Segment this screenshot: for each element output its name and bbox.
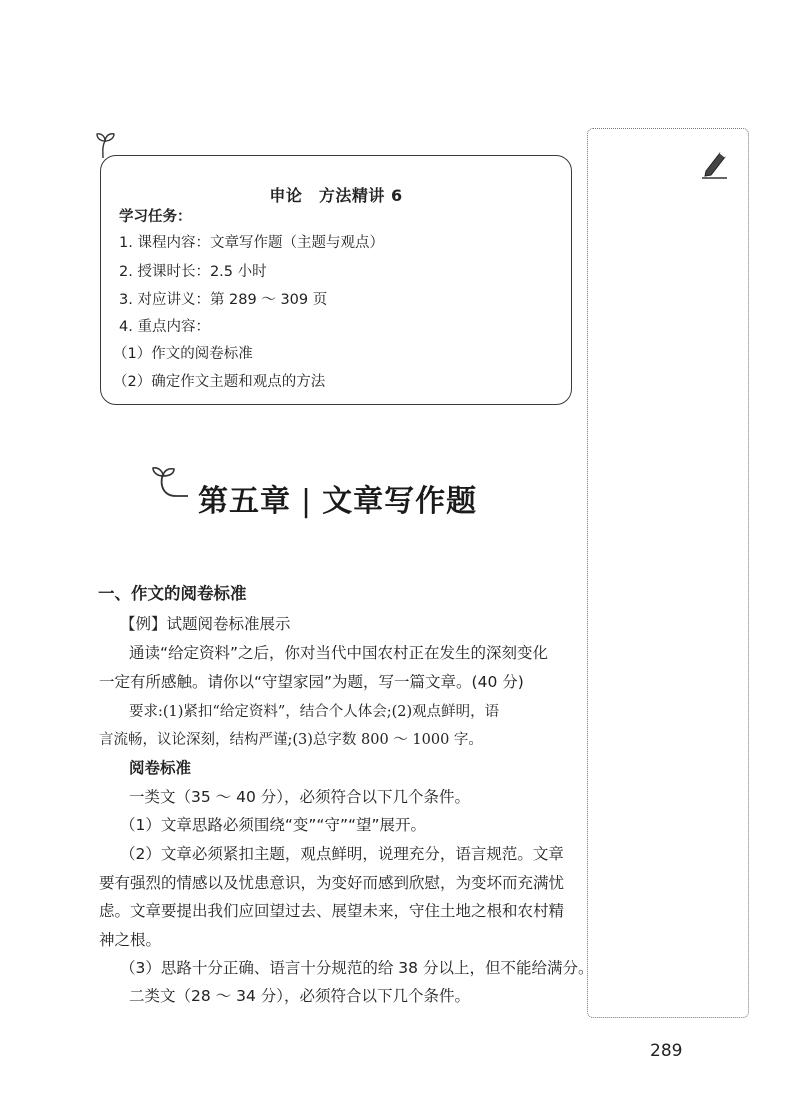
body-line: 二类文（28 ～ 34 分），必须符合以下几个条件。: [129, 987, 470, 1005]
question-line: 通读“给定资料”之后，你对当代中国农村正在发生的深刻变化: [129, 644, 549, 662]
task-item: 4. 重点内容：: [119, 319, 210, 335]
requirement-line: 言流畅，议论深刻，结构严谨;(3)总字数 800 ～ 1000 字。: [99, 732, 483, 748]
body-line: （1）文章思路必须围绕“变”“守”“望”展开。: [120, 816, 427, 834]
task-sub-item: （1）作文的阅卷标准: [113, 346, 253, 362]
body-line: 要有强烈的情感以及忧患意识，为变好而感到欣慰，为变坏而充满忧: [99, 874, 565, 892]
body-line: 一类文（35 ～ 40 分），必须符合以下几个条件。: [129, 788, 470, 806]
box-heading: 学习任务：: [119, 209, 192, 225]
body-line: 神之根。: [99, 931, 162, 949]
requirement-line: 要求:(1)紧扣“给定资料”，结合个人体会;(2)观点鲜明，语: [129, 704, 500, 720]
page-number: 289: [650, 1041, 683, 1061]
example-label: 【例】试题阅卷标准展示: [120, 615, 291, 633]
task-item: 1. 课程内容：文章写作题（主题与观点）: [119, 235, 384, 251]
body-line: （2）文章必须紧扣主题，观点鲜明，说理充分，语言规范。文章: [120, 845, 564, 863]
section-heading: 一、作文的阅卷标准: [98, 584, 247, 603]
chapter-sprout-icon: [150, 466, 190, 510]
chapter-name: 文章写作题: [322, 484, 478, 519]
task-item: 2. 授课时长：2.5 小时: [119, 264, 267, 280]
pencil-icon: [700, 147, 728, 179]
standard-label: 阅卷标准: [129, 759, 192, 777]
chapter-separator: |: [301, 484, 313, 519]
chapter-number: 第五章: [198, 484, 291, 519]
box-title: 申论 方法精讲 6: [269, 186, 403, 205]
body-line: 虑。文章要提出我们应回望过去、展望未来，守住土地之根和农村精: [99, 902, 565, 920]
task-item: 3. 对应讲义：第 289 ～ 309 页: [119, 292, 328, 308]
task-sub-item: （2）确定作文主题和观点的方法: [113, 374, 326, 390]
question-line: 一定有所感触。请你以“守望家园”为题，写一篇文章。(40 分): [99, 673, 524, 691]
notes-margin: [587, 128, 749, 1018]
body-line: （3）思路十分正确、语言十分规范的给 38 分以上，但不能给满分。: [120, 959, 594, 977]
chapter-title: [198, 476, 477, 520]
